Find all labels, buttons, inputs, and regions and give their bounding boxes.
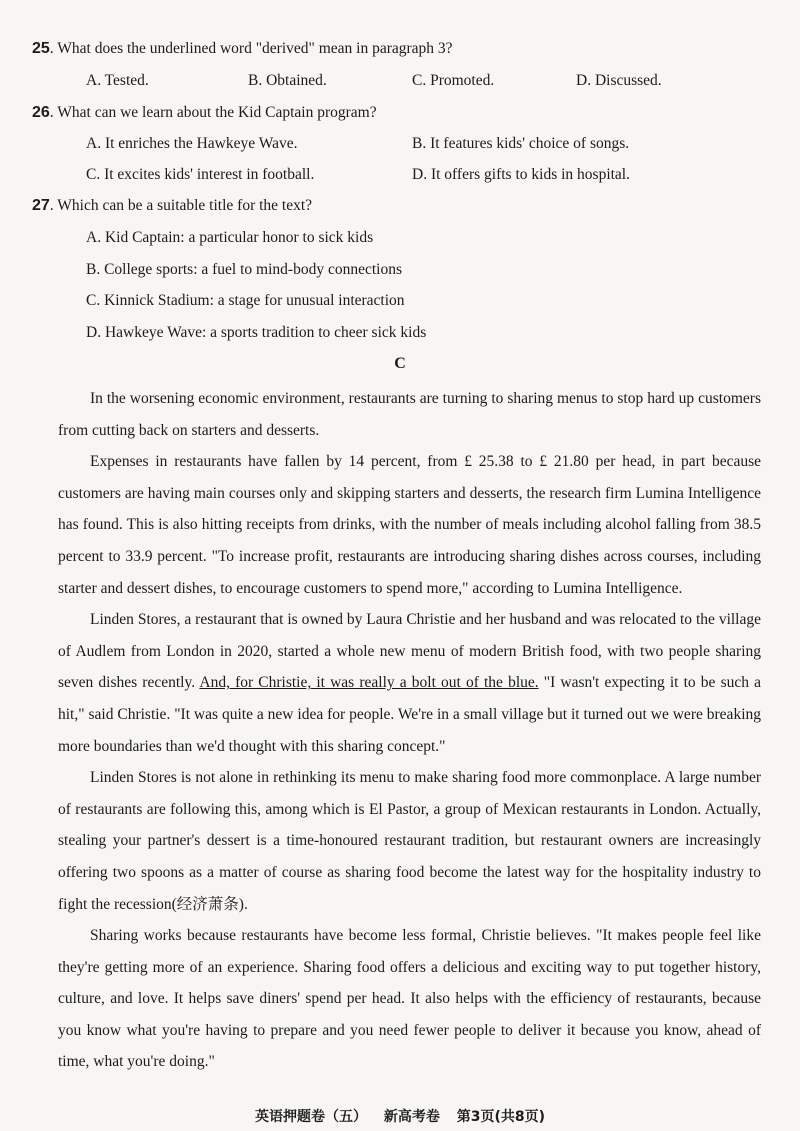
q25-option-d: D. Discussed.: [576, 72, 662, 89]
question-27-stem: [32, 197, 312, 215]
page-number: 第3页(共8页): [456, 1109, 546, 1125]
q27-option-c: C. Kinnick Stadium: a stage for unusual interaction: [86, 292, 405, 309]
question-25-stem: [32, 40, 453, 58]
question-text: . What can we learn about the Kid Captain program?: [49, 104, 377, 121]
question-text: . Which can be a suitable title for the text?: [49, 197, 313, 214]
paragraph-1: In the worsening economic environment, restaurants are turning to sharing menus to stop hard up customers from cutting back on starters and desserts.: [58, 390, 761, 439]
question-text: . What does the underlined word "derived" mean in paragraph 3?: [49, 40, 453, 57]
q26-option-d: D. It offers gifts to kids in hospital.: [412, 166, 630, 183]
q27-option-a: A. Kid Captain: a particular honor to sick kids: [86, 229, 374, 246]
paragraph-5: Sharing works because restaurants have become less formal, Christie believes. "It makes people feel like they're getting more of an experience. Sharing food offers a delicious and exciting way to put together history, culture, and love. It helps save diners' spend per head. It also helps with the efficiency of restaurants, because you know what you're having to prepare and you need fewer people to deliver it because you know, ahead of time, what you're doing.": [58, 927, 761, 1071]
q25-option-c: C. Promoted.: [412, 72, 495, 89]
reading-passage: [58, 383, 761, 1078]
question-number: 25: [32, 40, 50, 57]
question-number: 26: [32, 104, 50, 121]
paragraph-4: Linden Stores is not alone in rethinking its menu to make sharing food more commonplace. A large number of restaurants are following this, among which is El Pastor, a group of Mexican restaurants in London. Actually, stealing your partner's dessert is a time-honoured restaurant tradition, but restaurant owners are increasingly offering two spoons as a matter of course as sharing food become the latest way for the hospitality industry to fight the recession(经济萧条).: [58, 769, 761, 913]
page-footer: [0, 1106, 800, 1126]
q25-option-b: B. Obtained.: [248, 72, 327, 89]
question-number: 27: [32, 197, 50, 214]
q26-option-b: B. It features kids' choice of songs.: [412, 135, 630, 152]
paragraph-3-part-1: Linden Stores, a restaurant that is owned by Laura Christie and her husband and was relocated to the village of Audlem from London in 2020, started a whole new menu of modern British food, with two people sharing seven dishes recently.: [58, 611, 761, 692]
q26-option-c: C. It excites kids' interest in football.: [86, 166, 315, 183]
q27-option-b: B. College sports: a fuel to mind-body connections: [86, 261, 402, 278]
q25-option-a: A. Tested.: [86, 72, 149, 89]
paragraph-3: [58, 604, 761, 762]
question-26-stem: [32, 104, 377, 122]
section-title: C: [394, 355, 406, 372]
underlined-sentence: And, for Christie, it was really a bolt out of the blue.: [199, 674, 539, 692]
q26-option-a: A. It enriches the Hawkeye Wave.: [86, 135, 298, 152]
paragraph-2: Expenses in restaurants have fallen by 14 percent, from £ 25.38 to £ 21.80 per head, in part because customers are having main courses only and skipping starters and desserts, the research firm Lumina Intelligence has found. This is also hitting receipts from drinks, with the number of meals including alcohol falling from 38.5 percent to 33.9 percent. "To increase profit, restaurants are introducing sharing dishes across courses, including starter and dessert dishes, to encourage customers to spend more," according to Lumina Intelligence.: [58, 453, 761, 597]
exam-type: 新高考卷: [383, 1109, 440, 1125]
exam-title: 英语押题卷（五）: [254, 1109, 367, 1125]
paragraph-3-part-2: "I wasn't expecting it to be such a hit," said Christie. "It was quite a new idea for people. We're in a small village but it turned out we were breaking more boundaries than we'd thought with this sharing concept.": [58, 674, 761, 755]
q27-option-d: D. Hawkeye Wave: a sports tradition to cheer sick kids: [86, 324, 427, 341]
